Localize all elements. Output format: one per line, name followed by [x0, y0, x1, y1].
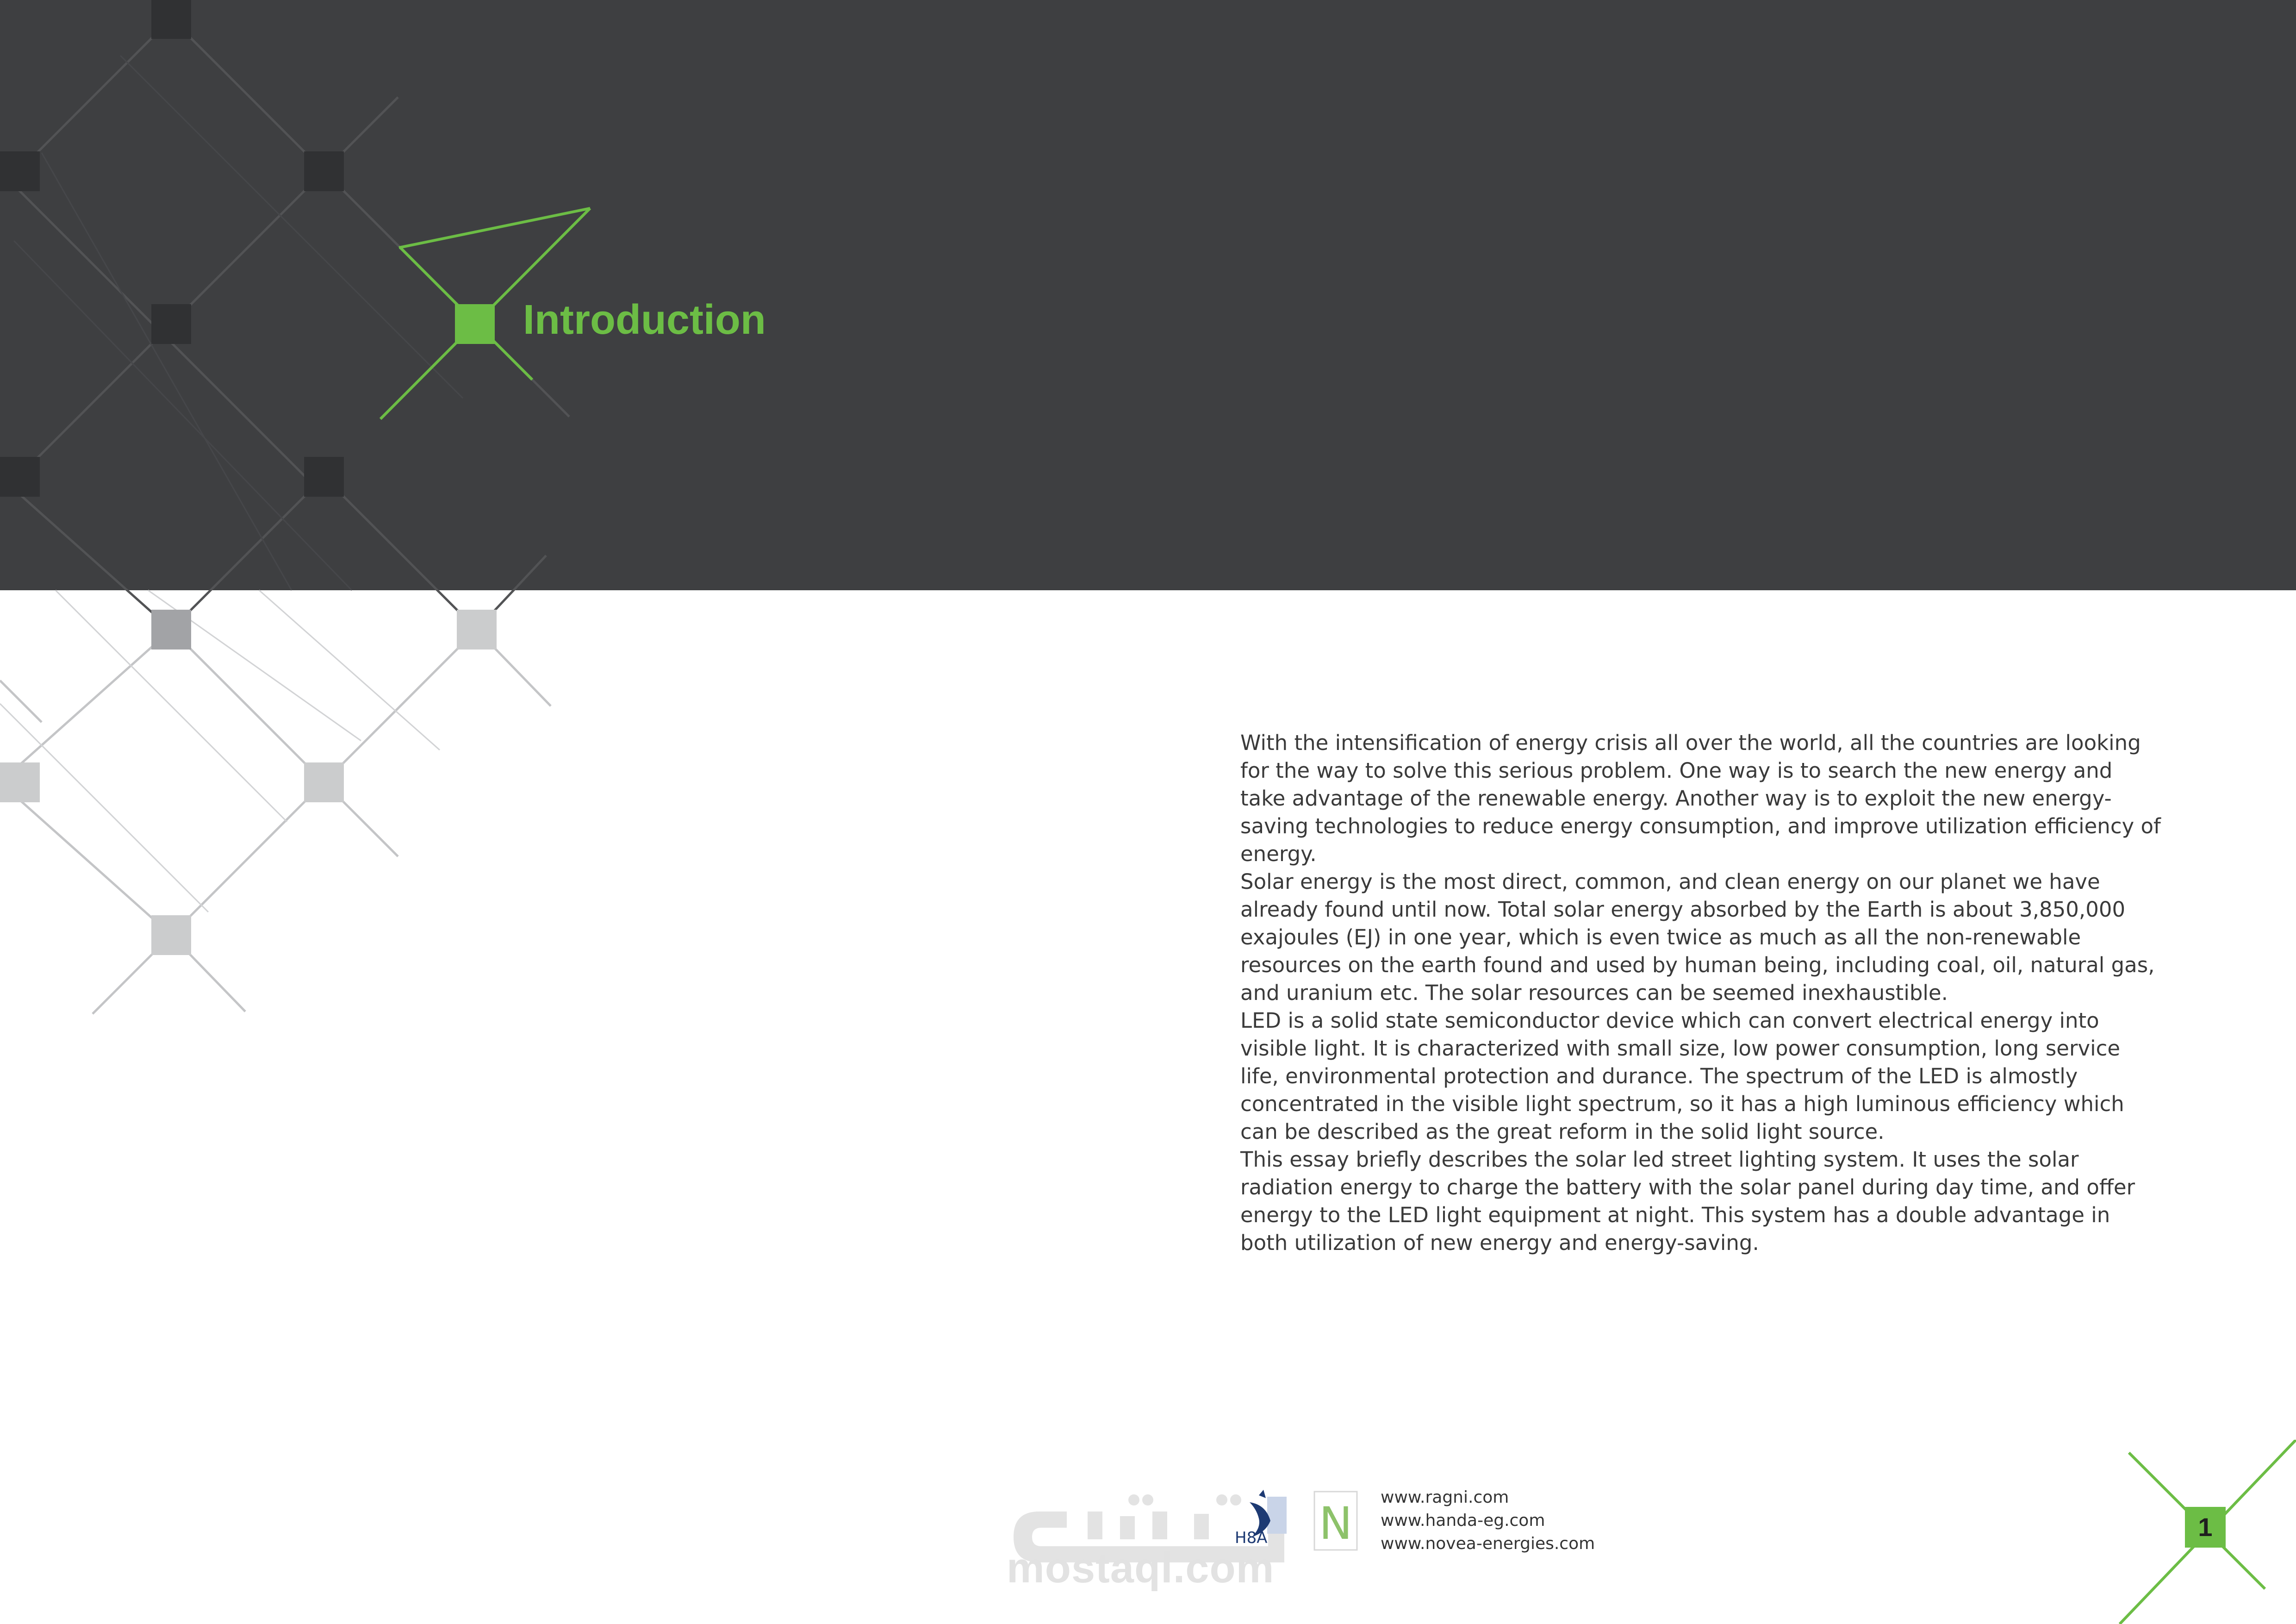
paragraph: With the intensification of energy crisis all over the world, all the countries are looking for the way to solve this serious problem. One way is to search the new energy and take advantage of the renewable energy. Another way is to exploit the new energy-saving technologies to reduce energy consumption, and improve utilization efficiency of energy.: [1240, 731, 2161, 866]
body-text: [1240, 729, 2161, 1257]
h8a-logo: [1231, 1488, 1291, 1551]
svg-text:H8A: H8A: [1235, 1529, 1268, 1547]
footer-links: [1381, 1486, 1595, 1555]
page-title: Introduction: [523, 297, 766, 343]
paragraph: This essay briefly describes the solar led street lighting system. It uses the solar radiation energy to charge the battery with the solar panel during day time, and offer energy to the LED light equipment at night. This system has a double advantage in both utilization of new energy and energy-saving.: [1240, 1147, 2135, 1255]
watermark-latin: mostaql.com: [1007, 1544, 1275, 1592]
paragraph: Solar energy is the most direct, common, and clean energy on our planet we have already found until now. Total solar energy absorbed by the Earth is about 3,850,000 exajoules (EJ) in one year, which is even twice as much as all the non-renewable resources on the earth found and used by human being, including coal, oil, natural gas, and uranium etc. The solar resources can be seemed inexhaustible.: [1240, 869, 2155, 1005]
link-novea[interactable]: www.novea-energies.com: [1381, 1534, 1595, 1553]
page-number: 1: [2185, 1507, 2226, 1548]
novea-n-logo: [1313, 1491, 1358, 1551]
svg-text:N: N: [1319, 1498, 1352, 1549]
link-handa[interactable]: www.handa-eg.com: [1381, 1511, 1545, 1530]
paragraph: LED is a solid state semiconductor device which can convert electrical energy into visible light. It is characterized with small size, low power consumption, long service life, environmental protection and durance. The spectrum of the LED is almostly concentrated in the visible light spectrum, so it has a high luminous efficiency which can be described as the great reform in the solid light source.: [1240, 1008, 2124, 1144]
link-ragni[interactable]: www.ragni.com: [1381, 1488, 1509, 1507]
title-marker-square: [455, 304, 495, 344]
